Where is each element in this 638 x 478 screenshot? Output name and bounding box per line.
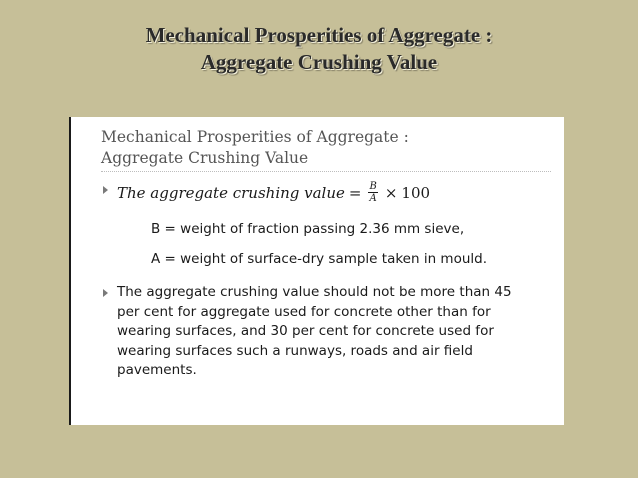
limit-note [117, 283, 547, 381]
formula-denominator: A [369, 193, 377, 204]
definition-a: A = weight of surface-dry sample taken in mould. [151, 251, 488, 267]
definition-b: B = weight of fraction passing 2.36 mm sieve, [151, 221, 465, 237]
formula-lead-text: The aggregate crushing value [117, 183, 345, 202]
formula-fraction [368, 181, 377, 204]
slide-title-line-1: Mechanical Prosperities of Aggregate : [145, 23, 493, 47]
bullet-arrow-icon [101, 185, 109, 195]
note-line: per cent for aggregate used for concrete other than for [117, 303, 491, 320]
slide-title-line-2: Aggregate Crushing Value [200, 50, 438, 74]
panel-heading [101, 127, 551, 172]
panel-heading-line-1: Mechanical Prosperities of Aggregate : [101, 128, 409, 146]
formula-equals: = [348, 183, 362, 202]
note-line: pavements. [117, 362, 197, 378]
formula-numerator: B [369, 181, 377, 192]
note-line: wearing surfaces such a runways, roads and air field [117, 342, 473, 359]
formula-times: × [384, 183, 398, 202]
slide-title [0, 22, 638, 76]
crushing-value-formula [117, 181, 430, 204]
panel-heading-line-2: Aggregate Crushing Value [101, 149, 309, 167]
note-line: The aggregate crushing value should not be more than 45 [117, 284, 512, 300]
content-panel [69, 117, 564, 425]
bullet-arrow-icon [101, 288, 109, 298]
formula-factor: 100 [401, 183, 431, 202]
note-line: wearing surfaces, and 30 per cent for concrete used for [117, 323, 494, 339]
